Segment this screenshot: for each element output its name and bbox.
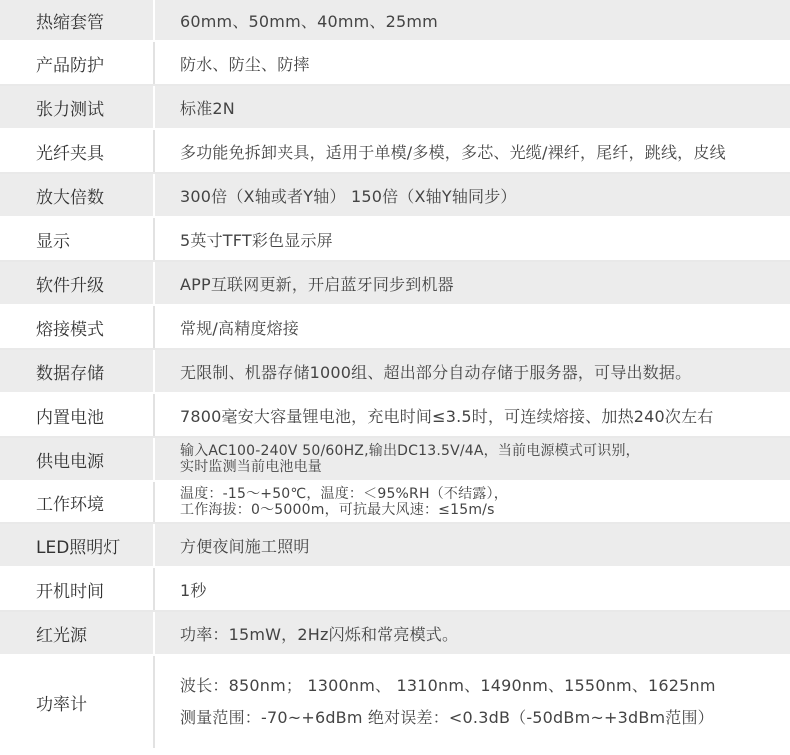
spec-label: 熔接模式 bbox=[0, 306, 155, 348]
spec-label: 张力测试 bbox=[0, 86, 155, 128]
spec-label: 工作环境 bbox=[0, 482, 155, 522]
spec-value-line: 测量范围：-70~+6dBm 绝对误差：<0.3dB（-50dBm~+3dBm范围） bbox=[180, 708, 714, 727]
spec-value-line: APP互联网更新，开启蓝牙同步到机器 bbox=[180, 274, 454, 294]
spec-value-line: 方便夜间施工照明 bbox=[180, 536, 310, 556]
spec-value bbox=[155, 612, 790, 654]
spec-row bbox=[0, 130, 790, 172]
spec-value bbox=[155, 218, 790, 260]
spec-value-line: 标准2N bbox=[180, 98, 235, 118]
spec-label: 软件升级 bbox=[0, 262, 155, 304]
spec-value bbox=[155, 524, 790, 566]
spec-row bbox=[0, 218, 790, 260]
spec-label: 开机时间 bbox=[0, 568, 155, 610]
spec-label: 显示 bbox=[0, 218, 155, 260]
spec-value bbox=[155, 130, 790, 172]
spec-row bbox=[0, 86, 790, 128]
spec-row bbox=[0, 438, 790, 480]
spec-value bbox=[155, 568, 790, 610]
spec-value-line: 温度：-15～+50℃，温度：＜95%RH（不结露）， bbox=[180, 486, 508, 502]
spec-value bbox=[155, 42, 790, 84]
spec-value-line: 7800毫安大容量锂电池，充电时间≤3.5时，可连续熔接、加热240次左右 bbox=[180, 406, 714, 426]
spec-row bbox=[0, 350, 790, 392]
spec-label: 红光源 bbox=[0, 612, 155, 654]
spec-row bbox=[0, 306, 790, 348]
spec-value bbox=[155, 482, 790, 522]
spec-value-line: 5英寸TFT彩色显示屏 bbox=[180, 230, 333, 250]
spec-value-line: 防水、防尘、防摔 bbox=[180, 54, 310, 74]
spec-row bbox=[0, 612, 790, 654]
spec-value bbox=[155, 394, 790, 436]
spec-value-line: 60mm、50mm、40mm、25mm bbox=[180, 11, 438, 31]
spec-row bbox=[0, 568, 790, 610]
spec-value-line: 输入AC100-240V 50/60HZ,输出DC13.5V/4A，当前电源模式可识别， bbox=[180, 443, 640, 459]
spec-row bbox=[0, 394, 790, 436]
spec-label: 产品防护 bbox=[0, 42, 155, 84]
spec-value-line: 1秒 bbox=[180, 580, 207, 600]
spec-value bbox=[155, 306, 790, 348]
spec-row bbox=[0, 42, 790, 84]
spec-row bbox=[0, 262, 790, 304]
spec-value-line: 工作海拔：0～5000m，可抗最大风速：≤15m/s bbox=[180, 502, 495, 518]
spec-label: 放大倍数 bbox=[0, 174, 155, 216]
spec-value bbox=[155, 656, 790, 748]
spec-label: 内置电池 bbox=[0, 394, 155, 436]
spec-label: 光纤夹具 bbox=[0, 130, 155, 172]
spec-value bbox=[155, 438, 790, 480]
spec-value bbox=[155, 0, 790, 40]
spec-label: LED照明灯 bbox=[0, 524, 155, 566]
spec-label: 供电电源 bbox=[0, 438, 155, 480]
spec-label: 热缩套管 bbox=[0, 0, 155, 40]
spec-row bbox=[0, 174, 790, 216]
spec-row bbox=[0, 482, 790, 522]
spec-value-line: 实时监测当前电池电量 bbox=[180, 459, 322, 475]
spec-value bbox=[155, 174, 790, 216]
spec-value bbox=[155, 262, 790, 304]
spec-value-line: 常规/高精度熔接 bbox=[180, 318, 299, 338]
spec-value-line: 300倍（X轴或者Y轴） 150倍（X轴Y轴同步） bbox=[180, 186, 517, 206]
spec-value-line: 波长：850nm； 1300nm、 1310nm、1490nm、1550nm、1625nm bbox=[180, 676, 716, 695]
spec-value-line: 多功能免拆卸夹具，适用于单模/多模，多芯、光缆/裸纤，尾纤，跳线，皮线 bbox=[180, 142, 726, 162]
spec-label: 数据存储 bbox=[0, 350, 155, 392]
spec-label: 功率计 bbox=[0, 656, 155, 748]
spec-row bbox=[0, 656, 790, 748]
spec-value bbox=[155, 86, 790, 128]
spec-value-line: 功率：15mW，2Hz闪烁和常亮模式。 bbox=[180, 624, 459, 644]
spec-value-line: 无限制、机器存储1000组、超出部分自动存储于服务器，可导出数据。 bbox=[180, 362, 692, 382]
spec-row bbox=[0, 0, 790, 40]
spec-row bbox=[0, 524, 790, 566]
spec-value bbox=[155, 350, 790, 392]
